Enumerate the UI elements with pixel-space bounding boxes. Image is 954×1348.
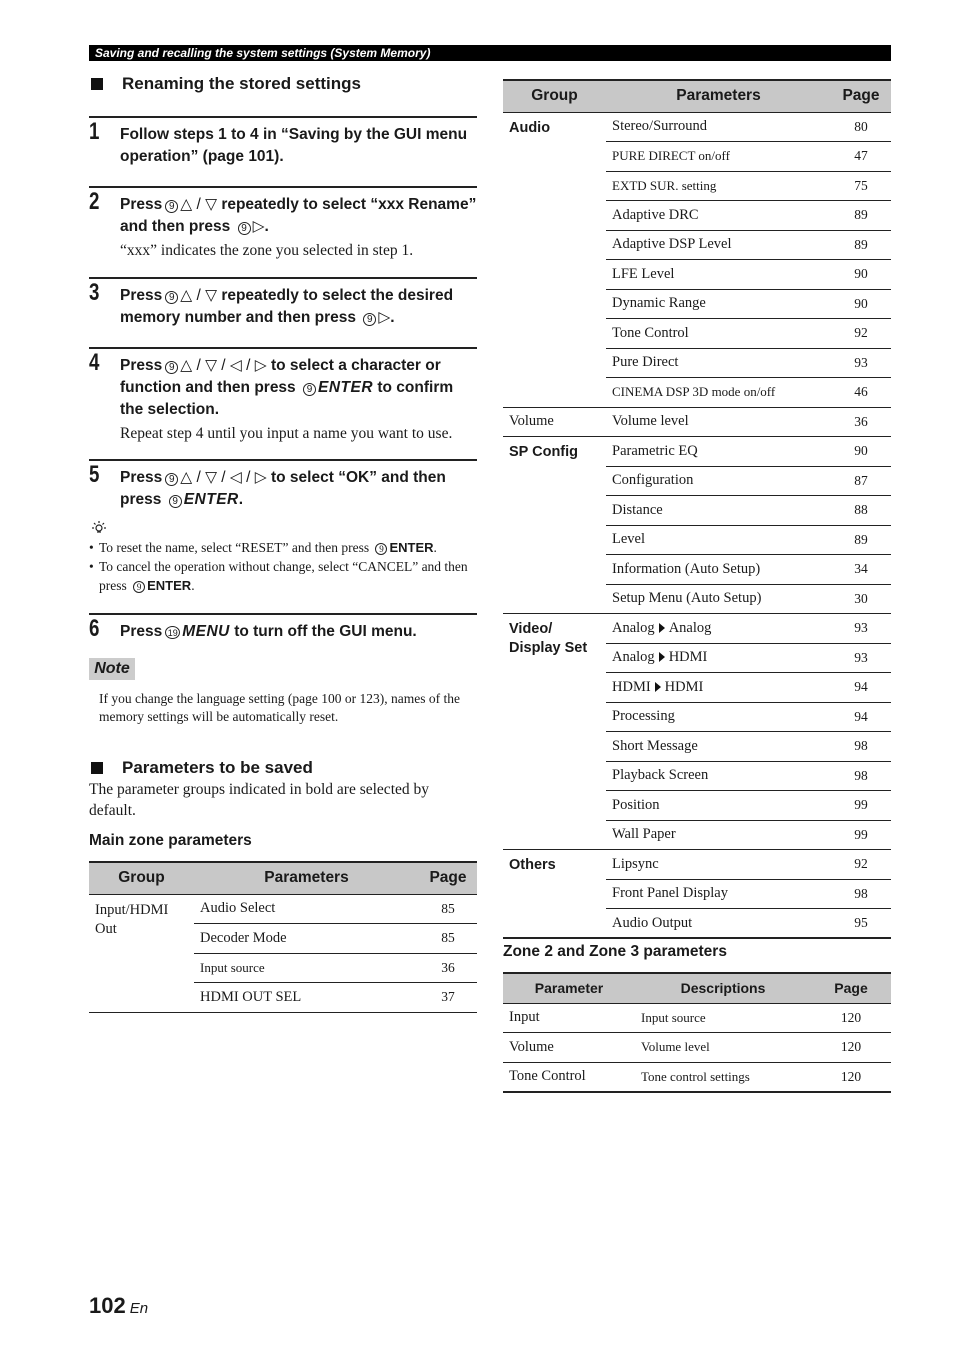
group-cell: Audio: [503, 112, 606, 407]
renaming-title: Renaming the stored settings: [122, 74, 361, 93]
param-cell: [606, 614, 831, 644]
press-word: Press: [120, 469, 163, 486]
key-number-icon: 9: [165, 361, 178, 374]
page-cell: 89: [831, 201, 891, 231]
cursor-arrows-icon: △ / ▽ / ◁ / ▷: [180, 357, 267, 374]
param-cell: Distance: [606, 496, 831, 526]
main-zone-table: [89, 861, 477, 1013]
hint-item: • To reset the name, select “RESET” and then press 9 ENTER.: [89, 540, 437, 555]
press-word: Press: [120, 196, 163, 213]
right-triangle-icon: [659, 652, 665, 662]
column-header: Page: [831, 80, 891, 112]
page-cell: 36: [419, 953, 477, 983]
step-3: [89, 277, 477, 329]
param-cell: Processing: [606, 702, 831, 732]
table-row: [503, 437, 891, 467]
cursor-arrows-icon: △ / ▽ / ◁ / ▷: [180, 469, 267, 486]
table-row: [503, 112, 891, 142]
step-number: 2: [89, 188, 100, 215]
press-word: Press: [120, 287, 163, 304]
param-cell: Adaptive DSP Level: [606, 230, 831, 260]
param-cell: Stereo/Surround: [606, 112, 831, 142]
params-heading: [89, 758, 313, 778]
params-title: Parameters to be saved: [122, 758, 313, 777]
enter-key-label: ENTER: [147, 578, 192, 593]
param-source: HDMI: [612, 678, 651, 695]
step-text: [120, 621, 477, 643]
key-number-icon: 9: [133, 581, 145, 593]
group-cell: Volume: [503, 407, 606, 437]
column-header: Descriptions: [635, 973, 811, 1003]
param-target: Analog: [668, 619, 712, 636]
right-triangle-icon: [659, 623, 665, 633]
step-instruction: to turn off the GUI menu.: [234, 623, 417, 640]
step-text: [120, 355, 477, 421]
step-instruction: repeatedly to select “xxx Rename” and then press: [120, 196, 477, 235]
page-cell: 99: [831, 791, 891, 821]
group-cell: SP Config: [503, 437, 606, 614]
cursor-arrows-icon: △ / ▽: [180, 196, 217, 213]
step-number: 1: [89, 118, 100, 145]
column-header: Group: [89, 862, 194, 894]
page-cell: 90: [831, 289, 891, 319]
column-header: Page: [811, 973, 891, 1003]
param-cell: Lipsync: [606, 850, 831, 880]
key-number-icon: 19: [165, 626, 180, 639]
right-triangle-icon: [655, 682, 661, 692]
main-zone-heading: Main zone parameters: [89, 832, 252, 849]
zone23-heading: Zone 2 and Zone 3 parameters: [503, 943, 727, 960]
step-text: [120, 194, 477, 238]
page-cell: 90: [831, 260, 891, 290]
hint-list: [89, 538, 477, 595]
page-cell: 94: [831, 673, 891, 703]
key-number-icon: 9: [363, 313, 376, 326]
param-cell: Audio Select: [194, 894, 419, 924]
step-subtext: “xxx” indicates the zone you selected in step 1.: [120, 242, 414, 259]
param-target: HDMI: [668, 649, 708, 666]
page-cell: 89: [831, 525, 891, 555]
param-cell: Setup Menu (Auto Setup): [606, 584, 831, 614]
page-cell: 80: [831, 112, 891, 142]
desc-cell: Volume level: [635, 1033, 811, 1063]
table-row: [503, 407, 891, 437]
page-cell: 34: [831, 555, 891, 585]
key-number-icon: 9: [238, 222, 251, 235]
page-number-value: 102: [89, 1293, 126, 1318]
step-2: [89, 186, 477, 262]
page-cell: 120: [811, 1062, 891, 1092]
page-cell: 88: [831, 496, 891, 526]
key-number-icon: 9: [169, 495, 182, 508]
param-cell: Playback Screen: [606, 761, 831, 791]
step-instruction: to select “OK” and then press: [120, 469, 446, 508]
param-cell: Tone Control: [606, 319, 831, 349]
key-number-icon: 9: [165, 473, 178, 486]
params-intro: The parameter groups indicated in bold are selected by default.: [89, 781, 430, 819]
param-cell: Volume: [503, 1033, 635, 1063]
param-cell: Input: [503, 1003, 635, 1033]
square-bullet-icon: [91, 78, 103, 90]
step-5: [89, 459, 477, 511]
page-number: [89, 1293, 148, 1319]
param-cell: Input source: [194, 953, 419, 983]
punctuation: .: [264, 218, 269, 235]
param-cell: Pure Direct: [606, 348, 831, 378]
param-cell: Volume level: [606, 407, 831, 437]
page-cell: 37: [419, 983, 477, 1013]
param-cell: Wall Paper: [606, 820, 831, 850]
param-cell: Position: [606, 791, 831, 821]
hint-item: • To cancel the operation without change, select “CANCEL” and then press 9 ENTER.: [89, 559, 468, 593]
step-4: [89, 347, 477, 445]
menu-key-label: MENU: [182, 623, 230, 640]
group-cell: Others: [503, 850, 606, 939]
page-cell: 36: [831, 407, 891, 437]
step-number: 4: [89, 349, 100, 376]
table-row: [503, 850, 891, 880]
param-cell: Parametric EQ: [606, 437, 831, 467]
param-target: HDMI: [664, 678, 704, 695]
param-cell: Dynamic Range: [606, 289, 831, 319]
param-cell: Audio Output: [606, 909, 831, 939]
note-text: If you change the language setting (page 100 or 123), names of the memory settings will be automatically reset.: [99, 691, 461, 724]
page-cell: 120: [811, 1033, 891, 1063]
key-number-icon: 9: [165, 291, 178, 304]
punctuation: .: [191, 578, 195, 593]
page-cell: 92: [831, 319, 891, 349]
column-header: Parameters: [606, 80, 831, 112]
hint-text: To cancel the operation without change, select “CANCEL” and then press: [99, 559, 468, 593]
step-text: [120, 467, 477, 511]
step-text: Follow steps 1 to 4 in “Saving by the GUI menu operation” (page 101).: [120, 126, 468, 165]
key-number-icon: 9: [303, 383, 316, 396]
step-1: [89, 116, 477, 168]
enter-key-label: ENTER: [389, 540, 434, 555]
param-cell: [606, 673, 831, 703]
step-subtext: Repeat step 4 until you input a name you want to use.: [120, 425, 453, 442]
page-cell: 46: [831, 378, 891, 408]
language-code: En: [129, 1300, 149, 1317]
right-arrow-icon: ▷: [252, 218, 265, 235]
page-cell: 120: [811, 1003, 891, 1033]
param-cell: EXTD SUR. setting: [606, 171, 831, 201]
key-number-icon: 9: [165, 200, 178, 213]
step-number: 3: [89, 279, 100, 306]
page-cell: 89: [831, 230, 891, 260]
param-cell: CINEMA DSP 3D mode on/off: [606, 378, 831, 408]
param-cell: HDMI OUT SEL: [194, 983, 419, 1013]
hint-text: To reset the name, select “RESET” and then press: [99, 540, 370, 555]
page-cell: 75: [831, 171, 891, 201]
page-cell: 85: [419, 894, 477, 924]
table-header-row: [503, 80, 891, 112]
right-arrow-icon: ▷: [378, 309, 391, 326]
table-row: [503, 1062, 891, 1092]
step-text: [120, 285, 477, 329]
table-row: [503, 614, 891, 644]
param-cell: PURE DIRECT on/off: [606, 142, 831, 172]
param-cell: Adaptive DRC: [606, 201, 831, 231]
page-cell: 93: [831, 643, 891, 673]
page-cell: 92: [831, 850, 891, 880]
group-cell: Input/HDMI Out: [89, 894, 194, 1012]
page-cell: 47: [831, 142, 891, 172]
cursor-arrows-icon: △ / ▽: [180, 287, 217, 304]
step-number: 5: [89, 461, 100, 488]
step-instruction: to select a character or function and then press: [120, 357, 441, 396]
page-cell: 94: [831, 702, 891, 732]
step-instruction: to confirm the selection.: [120, 379, 454, 418]
hint-lightbulb-icon: [89, 520, 109, 539]
press-word: Press: [120, 357, 163, 374]
step-instruction: repeatedly to select the desired memory number and then press: [120, 287, 454, 326]
step-number: 6: [89, 615, 100, 642]
running-header: Saving and recalling the system settings (System Memory): [89, 45, 891, 61]
page-cell: 95: [831, 909, 891, 939]
param-cell: Tone Control: [503, 1062, 635, 1092]
table-row: [503, 1003, 891, 1033]
column-header: Group: [503, 80, 606, 112]
page-cell: 99: [831, 820, 891, 850]
punctuation: .: [433, 540, 437, 555]
press-word: Press: [120, 623, 163, 640]
page-cell: 85: [419, 924, 477, 954]
page-cell: 93: [831, 348, 891, 378]
punctuation: .: [238, 491, 244, 508]
zone23-table: [503, 972, 891, 1093]
punctuation: .: [390, 309, 395, 326]
param-cell: Short Message: [606, 732, 831, 762]
enter-key-label: ENTER: [318, 379, 374, 396]
param-cell: Decoder Mode: [194, 924, 419, 954]
desc-cell: Input source: [635, 1003, 811, 1033]
table-header-row: [503, 973, 891, 1003]
param-cell: Level: [606, 525, 831, 555]
param-cell: LFE Level: [606, 260, 831, 290]
page-cell: 98: [831, 879, 891, 909]
square-bullet-icon: [91, 762, 103, 774]
note-badge: Note: [89, 658, 135, 680]
desc-cell: Tone control settings: [635, 1062, 811, 1092]
param-cell: Information (Auto Setup): [606, 555, 831, 585]
column-header: Parameters: [194, 862, 419, 894]
param-cell: Configuration: [606, 466, 831, 496]
page-cell: 87: [831, 466, 891, 496]
column-header: Page: [419, 862, 477, 894]
renaming-heading: [89, 74, 361, 94]
enter-key-label: ENTER: [183, 491, 239, 508]
group-cell: Video/ Display Set: [503, 614, 606, 850]
page-cell: 93: [831, 614, 891, 644]
main-zone-table-continued: [503, 79, 891, 939]
table-row: [89, 894, 477, 924]
key-number-icon: 9: [375, 543, 387, 555]
table-header-row: [89, 862, 477, 894]
param-cell: Front Panel Display: [606, 879, 831, 909]
param-cell: [606, 643, 831, 673]
page-cell: 30: [831, 584, 891, 614]
page-cell: 98: [831, 732, 891, 762]
column-header: Parameter: [503, 973, 635, 1003]
step-6: [89, 613, 477, 643]
page-cell: 98: [831, 761, 891, 791]
param-source: Analog: [612, 619, 655, 636]
table-row: [503, 1033, 891, 1063]
page-cell: 90: [831, 437, 891, 467]
param-source: Analog: [612, 649, 655, 666]
